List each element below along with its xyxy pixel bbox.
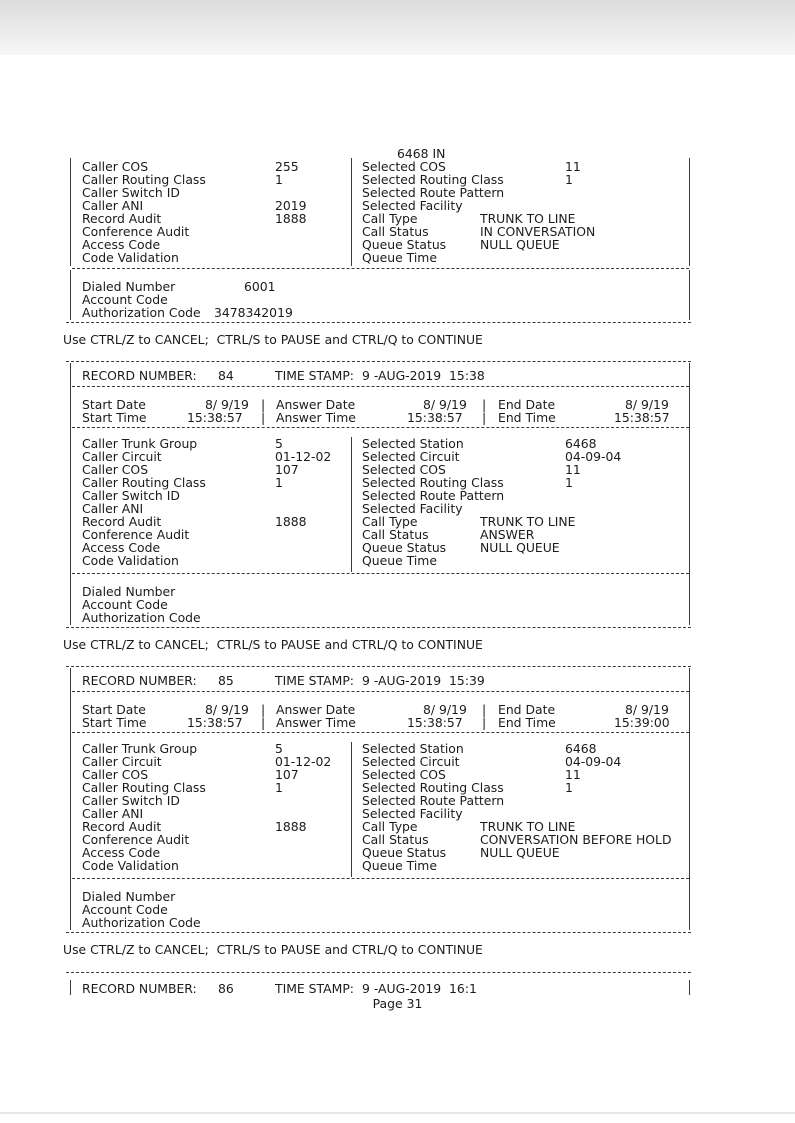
caller-field-label: Caller COS — [82, 767, 149, 782]
divider — [72, 268, 689, 269]
prev-field-value: 1888 — [275, 211, 307, 226]
caller-field-value: 107 — [275, 462, 299, 477]
start-time-label: Start Time — [82, 715, 147, 730]
record-right-border — [689, 980, 690, 995]
answer-date-label: Answer Date — [276, 702, 356, 717]
time-stamp: 9 -AUG-2019 15:39 — [362, 673, 485, 688]
divider — [66, 972, 691, 973]
time-stamp: 9 -AUG-2019 15:38 — [362, 368, 485, 383]
caller-field-value: 1888 — [275, 819, 307, 834]
divider — [72, 386, 689, 387]
prev-field-label: Selected Route Pattern — [362, 185, 505, 200]
prev-right-border — [689, 158, 690, 266]
divider — [72, 691, 689, 692]
column-separator: | — [482, 715, 487, 730]
selected-field-value: 6468 — [565, 436, 597, 451]
selected-field-value: 1 — [565, 475, 573, 490]
selected-field-value: 11 — [565, 767, 581, 782]
selected-field-value: NULL QUEUE — [480, 540, 560, 555]
selected-field-value: 04-09-04 — [565, 449, 622, 464]
caller-field-label: Record Audit — [82, 514, 162, 529]
prev-field-label: Call Type — [362, 211, 418, 226]
selected-field-label: Selected Facility — [362, 501, 463, 516]
caller-field-label: Caller Switch ID — [82, 488, 180, 503]
record-number: 85 — [218, 673, 234, 688]
selected-field-value: TRUNK TO LINE — [480, 514, 576, 529]
prev-field-label: Caller Routing Class — [82, 172, 206, 187]
answer-time-label: Answer Time — [276, 715, 356, 730]
selected-field-label: Selected Route Pattern — [362, 488, 505, 503]
selected-field-value: TRUNK TO LINE — [480, 819, 576, 834]
start-time: 15:38:57 — [187, 410, 243, 425]
answer-date: 8/ 9/19 — [423, 397, 467, 412]
start-date: 8/ 9/19 — [205, 702, 249, 717]
page-number: Page 31 — [372, 996, 423, 1011]
time-stamp-label: TIME STAMP: — [275, 368, 354, 383]
selected-field-label: Queue Time — [362, 858, 437, 873]
prev-field-label: Call Status — [362, 224, 429, 239]
answer-time: 15:38:57 — [407, 715, 463, 730]
selected-field-label: Queue Status — [362, 540, 447, 555]
scan-shadow-top — [0, 0, 795, 55]
answer-time-label: Answer Time — [276, 410, 356, 425]
prev-field-label: Record Audit — [82, 211, 162, 226]
time-stamp-label: TIME STAMP: — [275, 673, 354, 688]
caller-field-value: 1888 — [275, 514, 307, 529]
selected-field-label: Selected COS — [362, 462, 446, 477]
selected-field-label: Selected Circuit — [362, 449, 460, 464]
end-date: 8/ 9/19 — [625, 397, 669, 412]
prev-field-label: Caller ANI — [82, 198, 144, 213]
divider — [72, 573, 689, 574]
selected-field-value: 11 — [565, 462, 581, 477]
record-number-label: RECORD NUMBER: — [82, 981, 197, 996]
start-date-label: Start Date — [82, 702, 146, 717]
selected-field-label: Queue Status — [362, 845, 447, 860]
divider — [66, 627, 691, 628]
caller-field-label: Caller Trunk Group — [82, 741, 198, 756]
divider — [66, 932, 691, 933]
prev-field-label: Selected Facility — [362, 198, 463, 213]
selected-field-label: Queue Time — [362, 553, 437, 568]
caller-field-value: 01-12-02 — [275, 449, 332, 464]
selected-field-label: Selected Circuit — [362, 754, 460, 769]
selected-field-label: Selected Routing Class — [362, 780, 504, 795]
continue-prompt: Use CTRL/Z to CANCEL; CTRL/S to PAUSE and CTRL/Q to CONTINUE — [63, 332, 483, 347]
divider — [66, 322, 691, 323]
column-separator: | — [482, 702, 487, 717]
caller-field-label: Conference Audit — [82, 527, 190, 542]
prev-dialed-label: Dialed Number — [82, 279, 176, 294]
record-left-border — [70, 363, 71, 577]
selected-field-label: Selected Station — [362, 436, 464, 451]
caller-field-label: Access Code — [82, 845, 161, 860]
prev-call-party-tail: 6468 IN — [397, 146, 446, 161]
divider — [72, 732, 689, 733]
caller-field-value: 1 — [275, 780, 283, 795]
dialed-label: Account Code — [82, 902, 168, 917]
end-time: 15:39:00 — [614, 715, 670, 730]
caller-field-label: Caller Trunk Group — [82, 436, 198, 451]
selected-field-value: 6468 — [565, 741, 597, 756]
prev-field-value: IN CONVERSATION — [480, 224, 596, 239]
prev-field-label: Caller Switch ID — [82, 185, 180, 200]
column-separator: | — [261, 715, 266, 730]
start-time-label: Start Time — [82, 410, 147, 425]
end-time-label: End Time — [498, 410, 556, 425]
start-date: 8/ 9/19 — [205, 397, 249, 412]
selected-field-value: 04-09-04 — [565, 754, 622, 769]
column-separator: | — [482, 410, 487, 425]
dial-left-border — [70, 575, 71, 625]
dial-right-border — [689, 880, 690, 930]
caller-field-label: Access Code — [82, 540, 161, 555]
dialed-label: Dialed Number — [82, 889, 176, 904]
dialed-label: Authorization Code — [82, 610, 201, 625]
column-separator: | — [261, 702, 266, 717]
answer-date-label: Answer Date — [276, 397, 356, 412]
caller-field-label: Code Validation — [82, 858, 179, 873]
prev-field-value: NULL QUEUE — [480, 237, 560, 252]
prev-field-value: 1 — [565, 172, 573, 187]
divider — [66, 666, 691, 667]
prev-field-label: Access Code — [82, 237, 161, 252]
dial-right-border — [689, 575, 690, 625]
end-date-label: End Date — [498, 397, 556, 412]
end-date-label: End Date — [498, 702, 556, 717]
selected-field-label: Selected COS — [362, 767, 446, 782]
caller-field-label: Caller Circuit — [82, 754, 162, 769]
prev-dial-right-border — [689, 270, 690, 320]
dialed-label: Authorization Code — [82, 915, 201, 930]
prev-field-value: 1 — [275, 172, 283, 187]
prev-field-label: Selected Routing Class — [362, 172, 504, 187]
caller-field-value: 5 — [275, 436, 283, 451]
column-separator: | — [261, 410, 266, 425]
continue-prompt: Use CTRL/Z to CANCEL; CTRL/S to PAUSE and CTRL/Q to CONTINUE — [63, 637, 483, 652]
selected-field-label: Selected Routing Class — [362, 475, 504, 490]
prev-dialed-label: Account Code — [82, 292, 168, 307]
caller-field-label: Caller ANI — [82, 501, 144, 516]
record-number-label: RECORD NUMBER: — [82, 673, 197, 688]
selected-field-label: Selected Route Pattern — [362, 793, 505, 808]
column-separator: | — [261, 397, 266, 412]
caller-field-label: Record Audit — [82, 819, 162, 834]
prev-field-label: Conference Audit — [82, 224, 190, 239]
prev-field-label: Queue Time — [362, 250, 437, 265]
prev-field-label: Selected COS — [362, 159, 446, 174]
record-right-border — [689, 363, 690, 577]
end-time-label: End Time — [498, 715, 556, 730]
time-stamp: 9 -AUG-2019 16:1 — [362, 981, 477, 996]
prev-field-label: Caller COS — [82, 159, 149, 174]
caller-field-label: Caller Routing Class — [82, 475, 206, 490]
selected-field-label: Call Type — [362, 514, 418, 529]
prev-field-value: 255 — [275, 159, 299, 174]
prev-field-label: Code Validation — [82, 250, 179, 265]
selected-field-value: NULL QUEUE — [480, 845, 560, 860]
prev-field-value: TRUNK TO LINE — [480, 211, 576, 226]
caller-field-label: Caller Circuit — [82, 449, 162, 464]
dial-left-border — [70, 880, 71, 930]
caller-field-label: Code Validation — [82, 553, 179, 568]
caller-field-label: Caller COS — [82, 462, 149, 477]
prev-field-value: 11 — [565, 159, 581, 174]
selected-field-label: Call Status — [362, 832, 429, 847]
record-number: 84 — [218, 368, 234, 383]
selected-field-value: CONVERSATION BEFORE HOLD — [480, 832, 672, 847]
prev-dial-left-border — [70, 270, 71, 320]
caller-field-label: Caller ANI — [82, 806, 144, 821]
caller-field-label: Caller Routing Class — [82, 780, 206, 795]
start-time: 15:38:57 — [187, 715, 243, 730]
answer-date: 8/ 9/19 — [423, 702, 467, 717]
record-number: 86 — [218, 981, 234, 996]
caller-field-value: 01-12-02 — [275, 754, 332, 769]
answer-time: 15:38:57 — [407, 410, 463, 425]
prev-field-label: Queue Status — [362, 237, 447, 252]
record-right-border — [689, 668, 690, 882]
selected-field-value: 1 — [565, 780, 573, 795]
caller-field-value: 107 — [275, 767, 299, 782]
prev-dialed-label: Authorization Code — [82, 305, 201, 320]
caller-field-value: 1 — [275, 475, 283, 490]
selected-field-label: Call Type — [362, 819, 418, 834]
prev-mid-border — [351, 158, 352, 266]
prev-dialed-value: 6001 — [244, 279, 276, 294]
record-number-label: RECORD NUMBER: — [82, 368, 197, 383]
record-left-border — [70, 980, 71, 995]
selected-field-label: Selected Station — [362, 741, 464, 756]
record-mid-border — [351, 742, 352, 877]
scan-edge-bottom — [0, 1112, 795, 1114]
time-stamp-label: TIME STAMP: — [275, 981, 354, 996]
dialed-label: Account Code — [82, 597, 168, 612]
continue-prompt: Use CTRL/Z to CANCEL; CTRL/S to PAUSE and CTRL/Q to CONTINUE — [63, 942, 483, 957]
divider — [72, 427, 689, 428]
end-date: 8/ 9/19 — [625, 702, 669, 717]
selected-field-value: ANSWER — [480, 527, 535, 542]
start-date-label: Start Date — [82, 397, 146, 412]
selected-field-label: Selected Facility — [362, 806, 463, 821]
record-left-border — [70, 668, 71, 882]
caller-field-label: Conference Audit — [82, 832, 190, 847]
caller-field-value: 5 — [275, 741, 283, 756]
record-mid-border — [351, 437, 352, 572]
column-separator: | — [482, 397, 487, 412]
caller-field-label: Caller Switch ID — [82, 793, 180, 808]
dialed-label: Dialed Number — [82, 584, 176, 599]
prev-left-border — [70, 158, 71, 266]
selected-field-label: Call Status — [362, 527, 429, 542]
prev-field-value: 2019 — [275, 198, 307, 213]
end-time: 15:38:57 — [614, 410, 670, 425]
divider — [72, 878, 689, 879]
divider — [66, 361, 691, 362]
prev-dialed-value: 3478342019 — [214, 305, 293, 320]
